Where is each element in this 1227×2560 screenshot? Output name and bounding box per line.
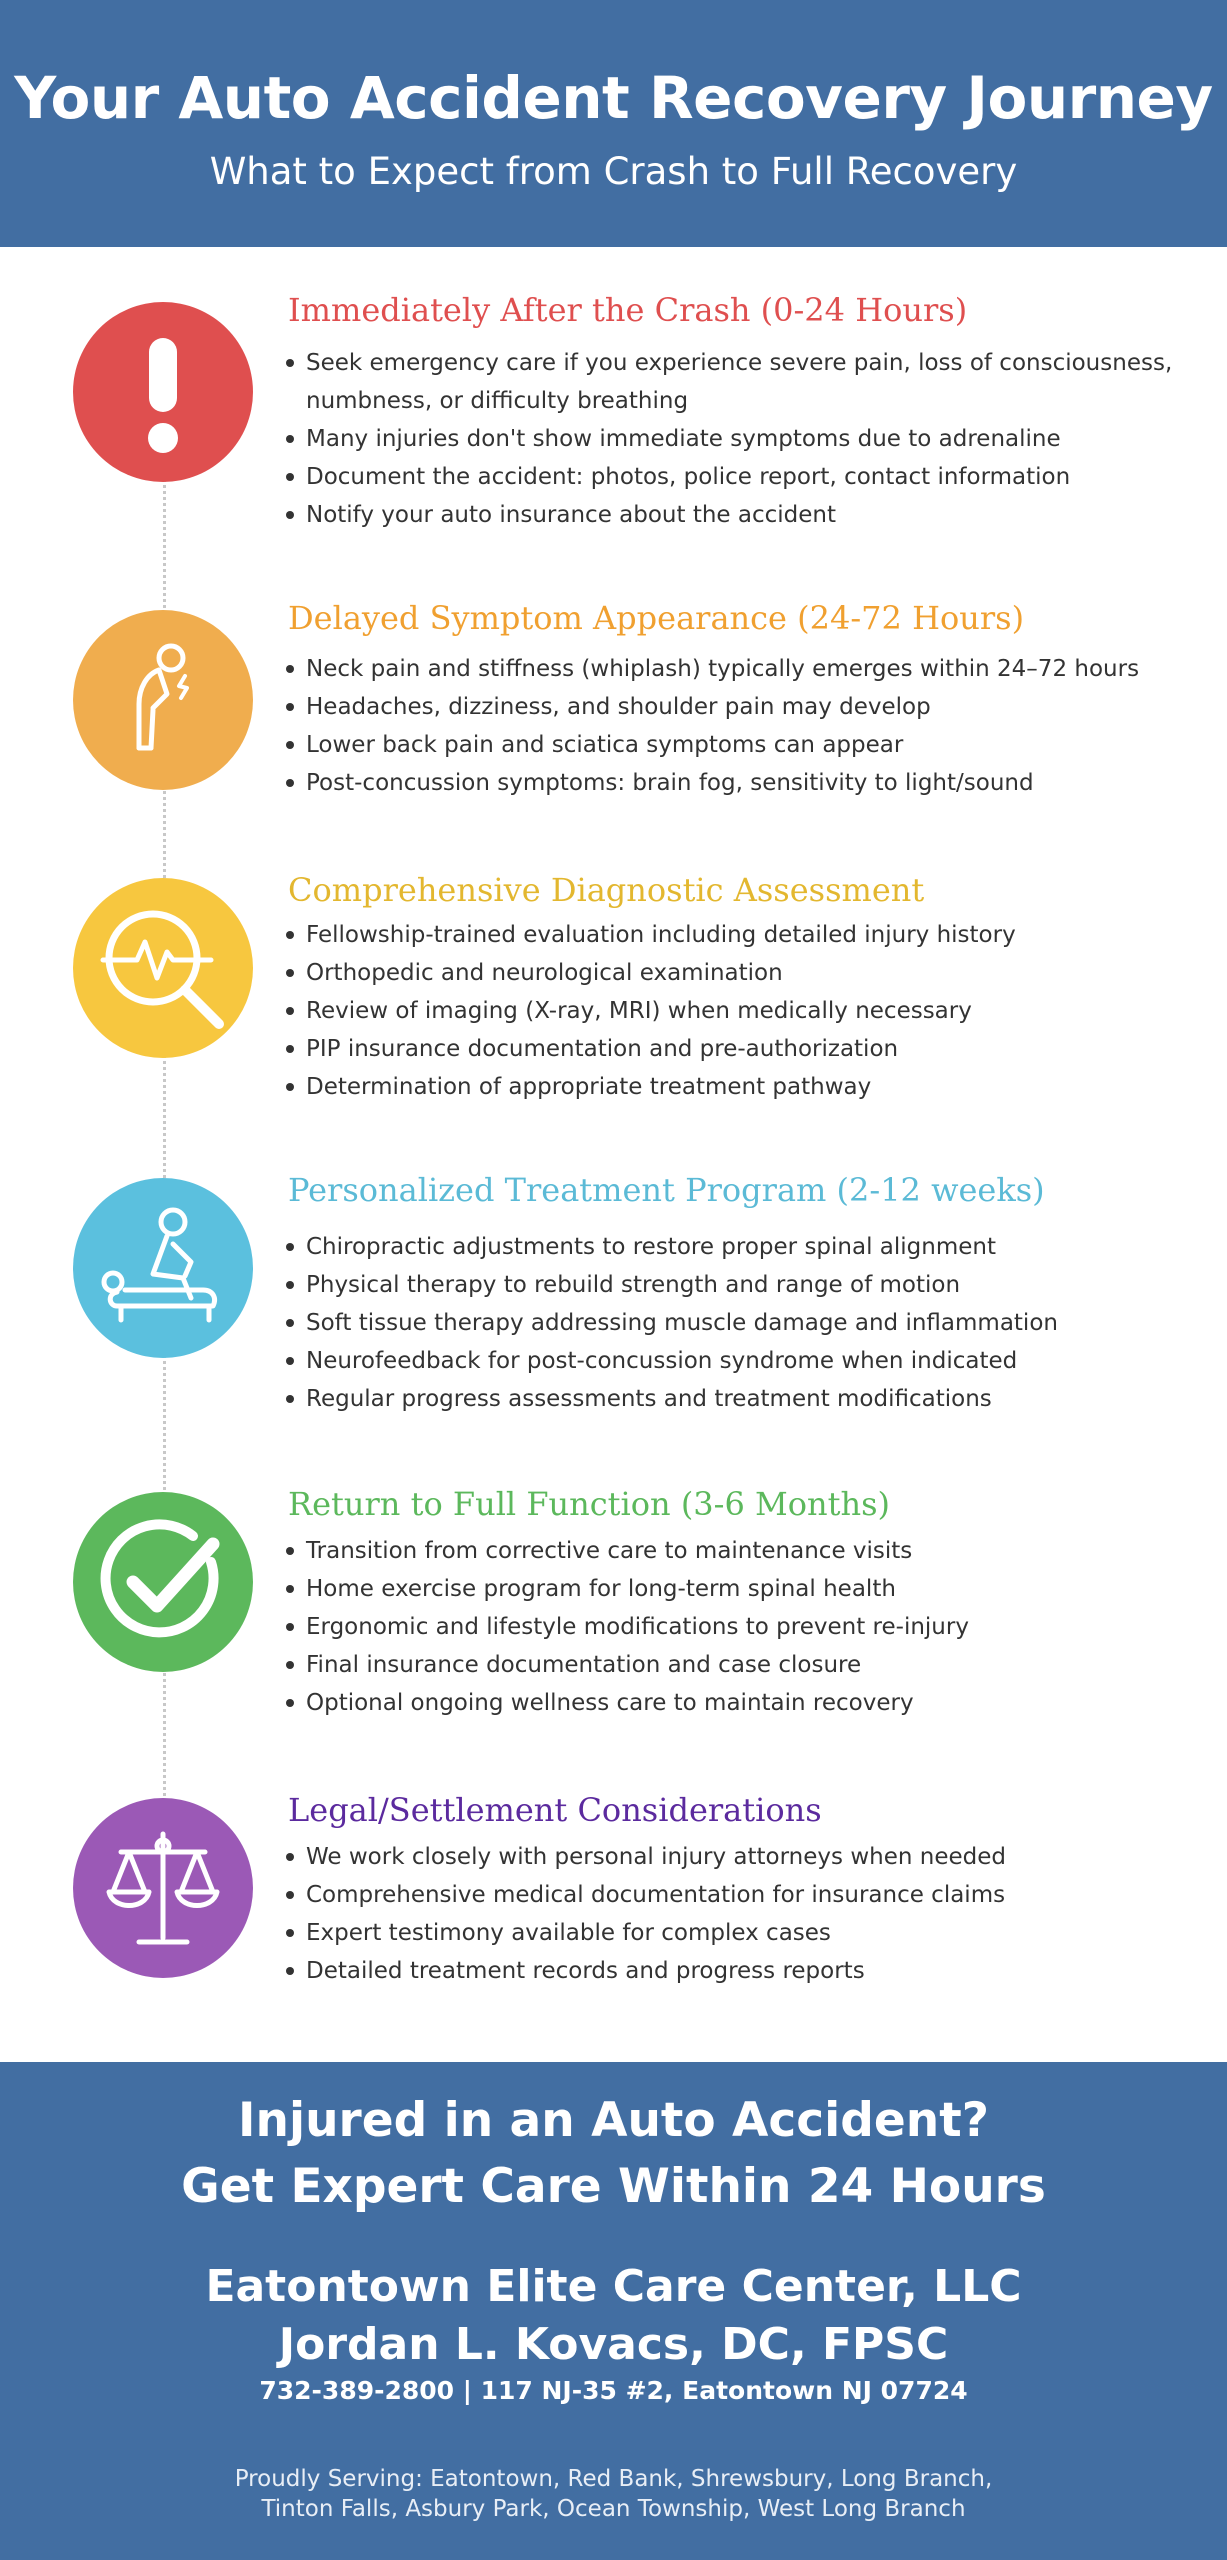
list-item: Review of imaging (X-ray, MRI) when medically necessary: [286, 992, 1176, 1030]
list-item: Comprehensive medical documentation for insurance claims: [286, 1876, 1176, 1914]
stage-title: Comprehensive Diagnostic Assessment: [288, 871, 925, 909]
business-name: Eatontown Elite Care Center, LLC: [205, 2261, 1022, 2312]
scales-of-justice-icon: [73, 1798, 253, 1978]
stage-list: [286, 916, 1176, 1106]
stage-list: [286, 650, 1176, 802]
stage-title: Delayed Symptom Appearance (24-72 Hours): [288, 599, 1025, 637]
stage-title: Return to Full Function (3-6 Months): [288, 1485, 891, 1523]
list-item: Ergonomic and lifestyle modifications to prevent re-injury: [286, 1608, 1176, 1646]
neck-pain-icon: [73, 610, 253, 790]
doctor-name: Jordan L. Kovacs, DC, FPSC: [278, 2319, 949, 2370]
list-item: PIP insurance documentation and pre-authorization: [286, 1030, 1176, 1068]
list-item: Neurofeedback for post-concussion syndrome when indicated: [286, 1342, 1176, 1380]
stage-title: Personalized Treatment Program (2-12 weeks): [288, 1171, 1045, 1209]
list-item: Final insurance documentation and case closure: [286, 1646, 1176, 1684]
call-to-action: [0, 2088, 1227, 2220]
stage-list: [286, 1532, 1176, 1722]
diagnostic-magnifier-icon: [73, 878, 253, 1058]
list-item-continuation: numbness, or difficulty breathing: [306, 388, 689, 414]
list-item: Expert testimony available for complex cases: [286, 1914, 1176, 1952]
stage-list: [286, 1228, 1176, 1418]
list-item: Regular progress assessments and treatment modifications: [286, 1380, 1176, 1418]
list-item: Soft tissue therapy addressing muscle damage and inflammation: [286, 1304, 1176, 1342]
page-title: Your Auto Accident Recovery Journey: [14, 64, 1213, 132]
stage-title: Immediately After the Crash (0-24 Hours): [288, 291, 968, 329]
list-item: Optional ongoing wellness care to maintain recovery: [286, 1684, 1176, 1722]
list-item: Document the accident: photos, police report, contact information: [286, 458, 1176, 496]
list-item: Chiropractic adjustments to restore proper spinal alignment: [286, 1228, 1176, 1266]
stage-title: Legal/Settlement Considerations: [288, 1791, 822, 1829]
list-item: Lower back pain and sciatica symptoms can appear: [286, 726, 1176, 764]
chiropractic-treatment-icon: [73, 1178, 253, 1358]
service-areas: [0, 2464, 1227, 2524]
page-subtitle: What to Expect from Crash to Full Recovery: [209, 150, 1018, 193]
stage-list: [286, 1838, 1176, 1990]
list-item: Transition from corrective care to maintenance visits: [286, 1532, 1176, 1570]
list-item: Physical therapy to rebuild strength and range of motion: [286, 1266, 1176, 1304]
cta-line-1: Injured in an Auto Accident?: [238, 2093, 989, 2148]
list-item: Neck pain and stiffness (whiplash) typically emerges within 24–72 hours: [286, 650, 1176, 688]
header-banner: [0, 0, 1227, 247]
footer-banner: [0, 2062, 1227, 2560]
list-item: Home exercise program for long-term spinal health: [286, 1570, 1176, 1608]
list-item: Headaches, dizziness, and shoulder pain may develop: [286, 688, 1176, 726]
service-areas-line-2: Tinton Falls, Asbury Park, Ocean Township, West Long Branch: [261, 2496, 966, 2522]
stage-list: [286, 344, 1176, 534]
list-item: Fellowship-trained evaluation including detailed injury history: [286, 916, 1176, 954]
list-item: We work closely with personal injury attorneys when needed: [286, 1838, 1176, 1876]
exclamation-icon: [73, 302, 253, 482]
list-item: Notify your auto insurance about the accident: [286, 496, 1176, 534]
checkmark-circle-icon: [73, 1492, 253, 1672]
list-item: Detailed treatment records and progress reports: [286, 1952, 1176, 1990]
cta-line-2: Get Expert Care Within 24 Hours: [181, 2159, 1046, 2214]
list-item: Orthopedic and neurological examination: [286, 954, 1176, 992]
list-item: Post-concussion symptoms: brain fog, sensitivity to light/sound: [286, 764, 1176, 802]
business-info: [0, 2258, 1227, 2374]
list-item: Many injuries don't show immediate symptoms due to adrenaline: [286, 420, 1176, 458]
contact-line: 732-389-2800 | 117 NJ-35 #2, Eatontown NJ 07724: [259, 2376, 968, 2405]
list-item: Seek emergency care if you experience severe pain, loss of consciousness,: [286, 344, 1176, 382]
list-item: Determination of appropriate treatment pathway: [286, 1068, 1176, 1106]
service-areas-line-1: Proudly Serving: Eatontown, Red Bank, Shrewsbury, Long Branch,: [234, 2466, 993, 2492]
